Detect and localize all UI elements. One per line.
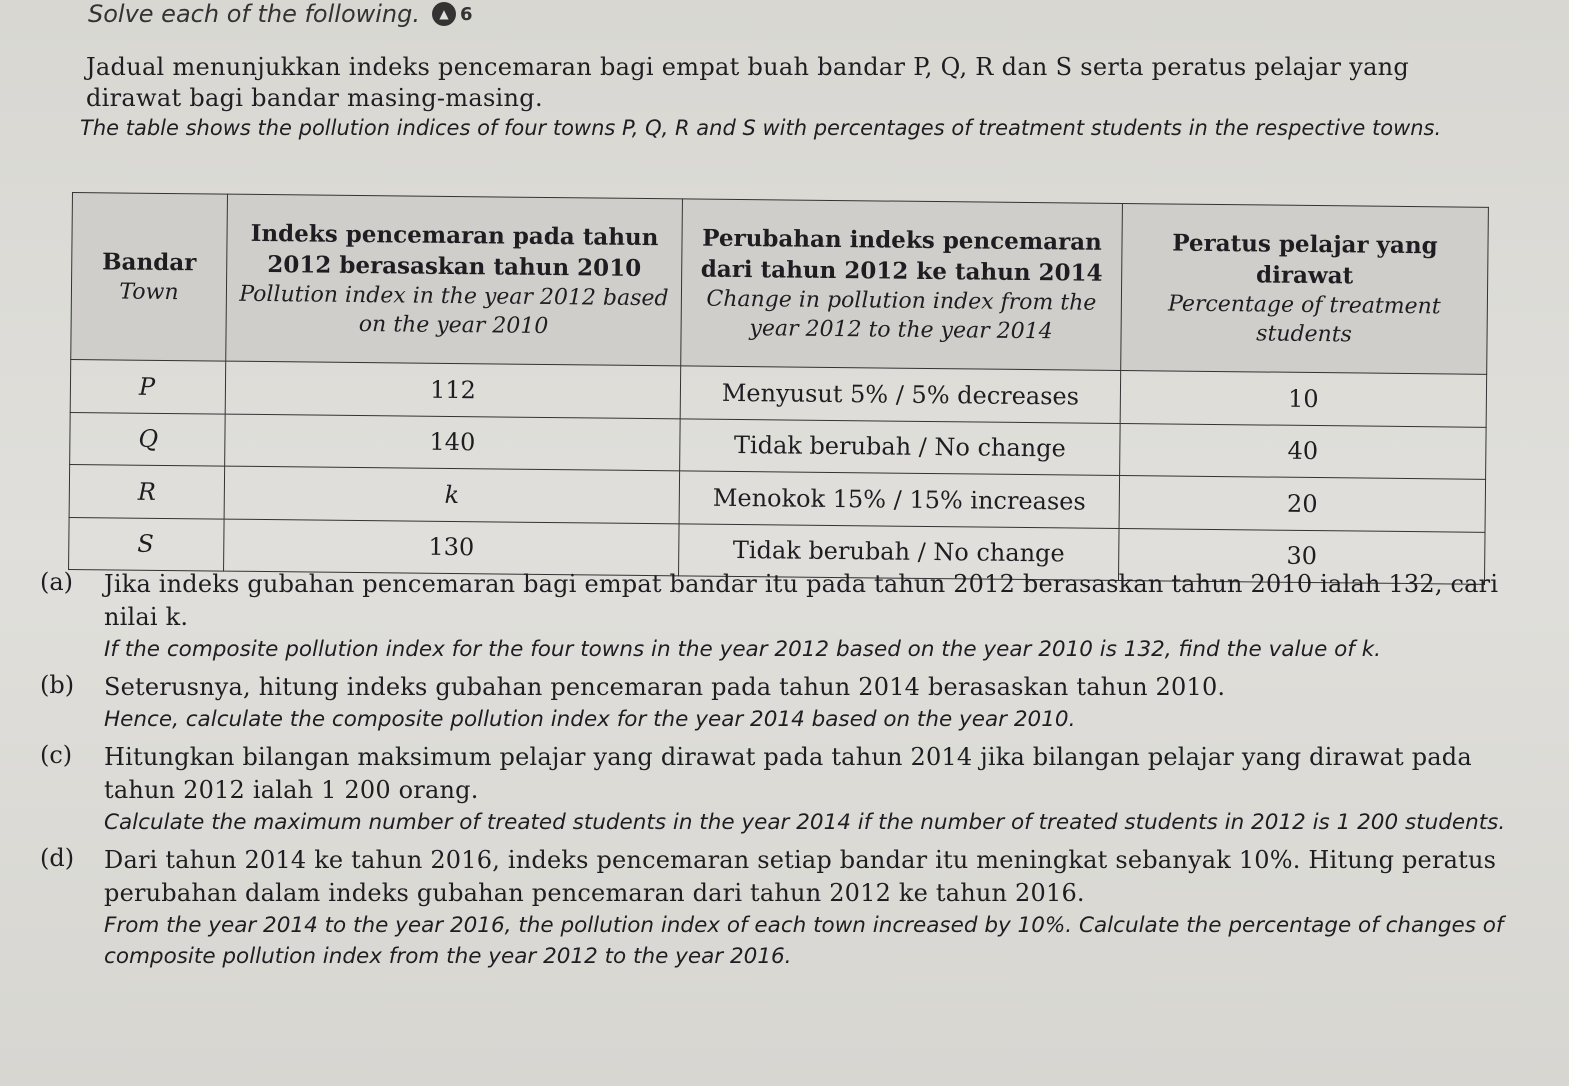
cell-change: Menokok 15% / 15% increases bbox=[679, 471, 1120, 528]
cell-percent: 20 bbox=[1119, 475, 1486, 531]
difficulty-number: 6 bbox=[460, 3, 473, 25]
difficulty-badge bbox=[432, 2, 473, 26]
cell-index: k bbox=[224, 466, 680, 523]
cell-percent: 30 bbox=[1118, 528, 1485, 584]
question-c bbox=[40, 741, 1520, 838]
question-english: Hence, calculate the composite pollution index for the year 2014 based on the year 2010. bbox=[104, 707, 1076, 732]
question-b bbox=[40, 671, 1520, 735]
question-d bbox=[40, 844, 1520, 972]
question-english: Calculate the maximum number of treated students in the year 2014 if the number of treated students in 2012 is 1 200 students. bbox=[104, 810, 1506, 835]
question-english: If the composite pollution index for the four towns in the year 2012 based on the year 2010 is 132, find the value of k. bbox=[104, 637, 1381, 662]
cell-town: R bbox=[69, 464, 225, 518]
header-index-change: Perubahan indeks pencemaran dari tahun 2012 ke tahun 2014 Change in pollution index from the year 2012 to the year 2014 bbox=[681, 199, 1123, 371]
header-treatment-percent: Peratus pelajar yang dirawat Percentage of treatment students bbox=[1121, 204, 1489, 375]
intro-english: The table shows the pollution indices of four towns P, Q, R and S with percentages of treatment students in the respective towns. bbox=[80, 116, 1442, 140]
question-label: (a) bbox=[40, 568, 74, 596]
cell-percent: 10 bbox=[1120, 370, 1487, 426]
question-label: (d) bbox=[40, 844, 75, 872]
cell-change: Tidak berubah / No change bbox=[680, 418, 1121, 475]
cell-percent: 40 bbox=[1120, 423, 1487, 479]
header-town: Bandar Town bbox=[71, 193, 228, 362]
pollution-table bbox=[68, 192, 1489, 585]
cell-index: 140 bbox=[225, 414, 681, 471]
question-a bbox=[40, 568, 1520, 665]
question-malay: Hitungkan bilangan maksimum pelajar yang dirawat pada tahun 2014 jika bilangan pelajar yang dirawat pada tahun 2012 ialah 1 200 orang. bbox=[104, 743, 1472, 804]
cell-index: 130 bbox=[224, 519, 680, 576]
cell-town: Q bbox=[70, 412, 226, 466]
question-label: (c) bbox=[40, 741, 73, 769]
question-english: From the year 2014 to the year 2016, the pollution index of each town increased by 10%. Calculate the percentage of changes of composite pollution index from the year 2012 to the year 2016. bbox=[104, 913, 1504, 969]
cell-change: Menyusut 5% / 5% decreases bbox=[680, 366, 1121, 423]
intro-malay: Jadual menunjukkan indeks pencemaran bagi empat buah bandar P, Q, R dan S serta peratus pelajar yang dirawat bagi bandar masing-masing. bbox=[86, 53, 1410, 112]
cell-index: 112 bbox=[225, 361, 681, 418]
question-list bbox=[40, 568, 1520, 978]
instruction-header bbox=[88, 0, 473, 28]
question-malay: Dari tahun 2014 ke tahun 2016, indeks pencemaran setiap bandar itu meningkat sebanyak 10%. Hitung peratus perubahan dalam indeks gubahan pencemaran dari tahun 2012 ke tahun 2016. bbox=[104, 846, 1497, 907]
cell-town: S bbox=[69, 517, 225, 571]
cell-change: Tidak berubah / No change bbox=[679, 523, 1120, 580]
question-label: (b) bbox=[40, 671, 75, 699]
header-index-2012: Indeks pencemaran pada tahun 2012 berasaskan tahun 2010 Pollution index in the year 2012 based on the year 2010 bbox=[226, 194, 683, 366]
table-header-row bbox=[71, 193, 1489, 375]
cell-town: P bbox=[70, 359, 226, 413]
question-malay: Seterusnya, hitung indeks gubahan pencemaran pada tahun 2014 berasaskan tahun 2010. bbox=[104, 673, 1226, 701]
difficulty-icon: ▲ bbox=[432, 2, 456, 26]
question-malay: Jika indeks gubahan pencemaran bagi empat bandar itu pada tahun 2012 berasaskan tahun 2010 ialah 132, cari nilai k. bbox=[104, 570, 1499, 631]
instruction-text: Solve each of the following. bbox=[88, 0, 420, 28]
